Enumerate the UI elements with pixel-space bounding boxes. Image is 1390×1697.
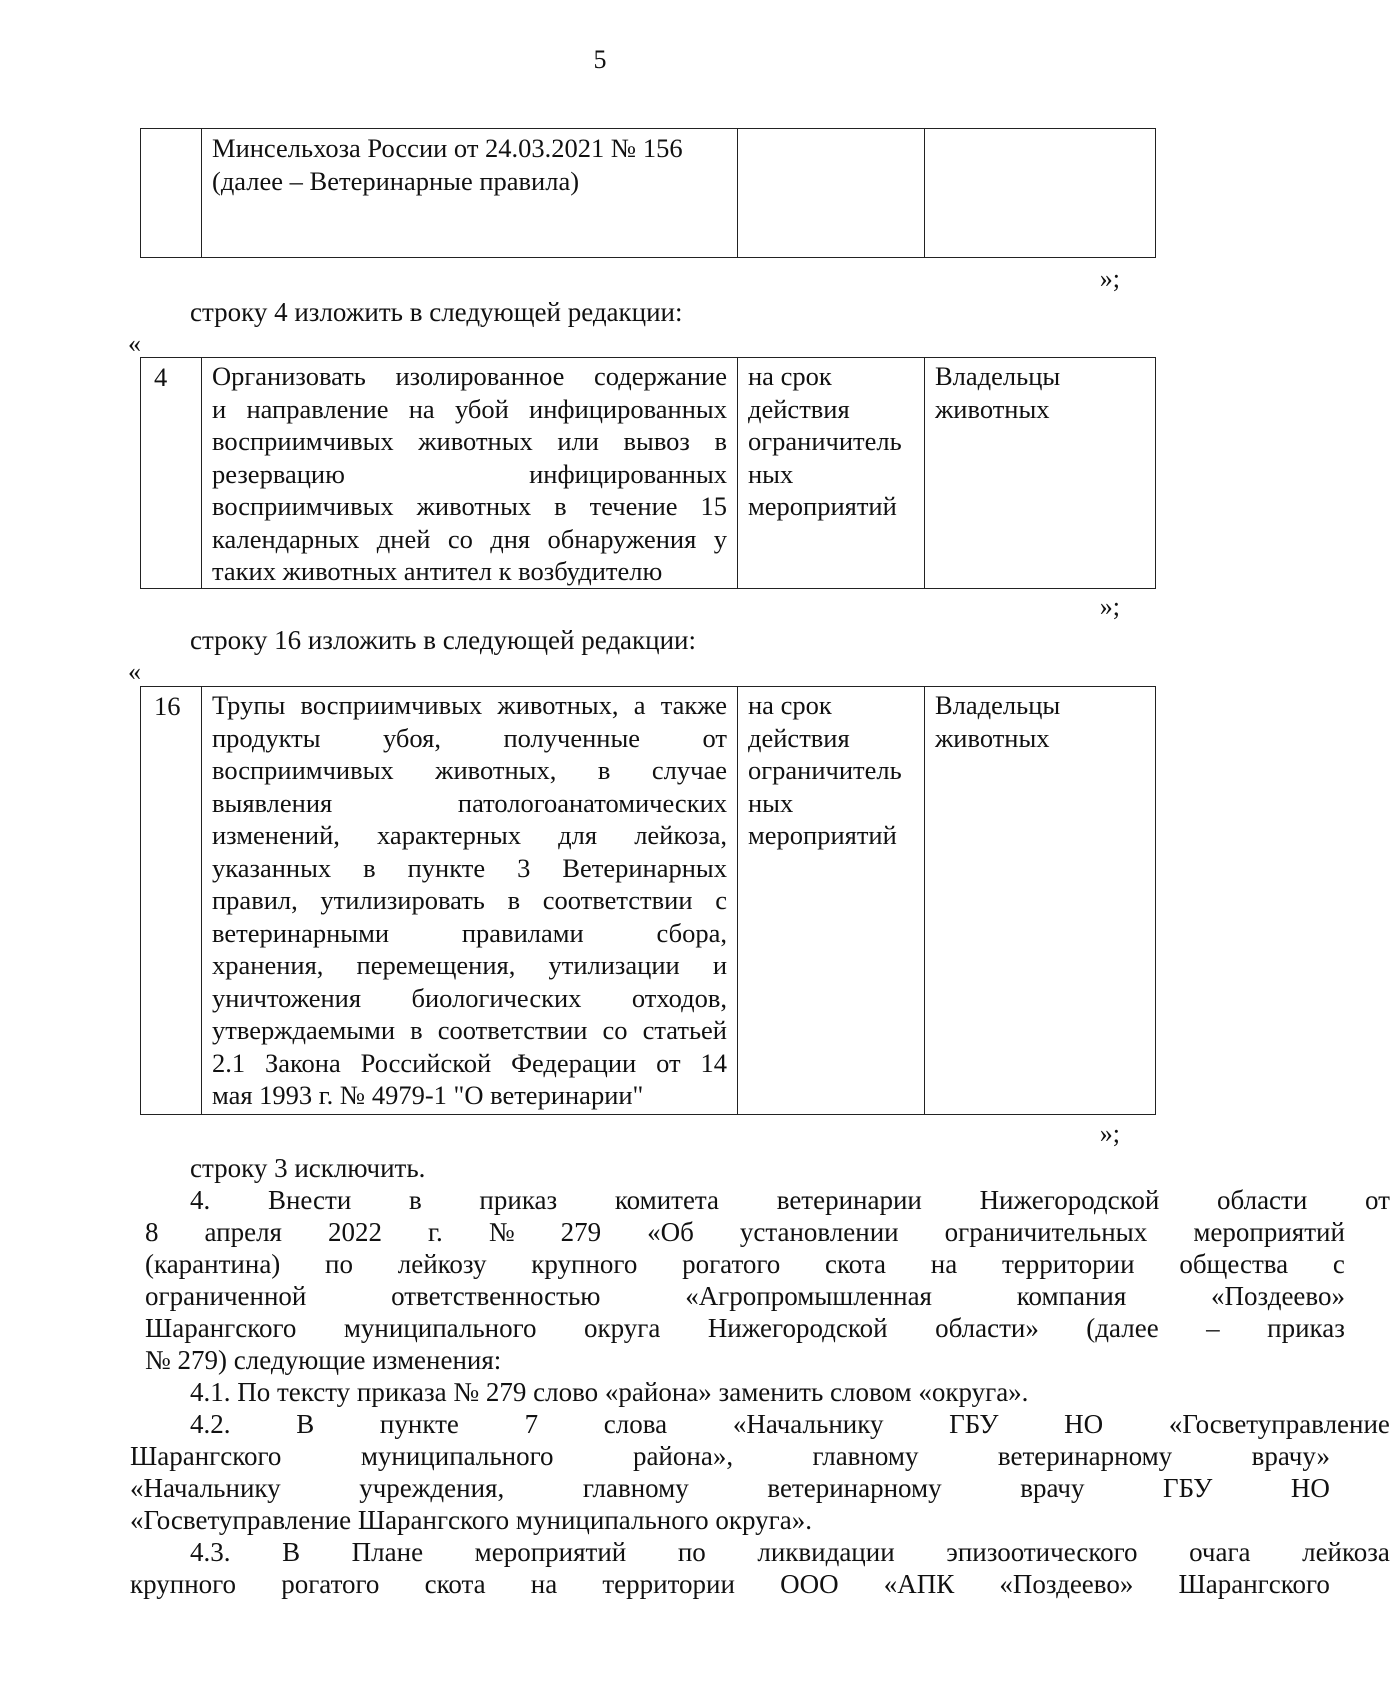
term-line: на срок [748, 361, 832, 391]
opening-quote: « [128, 329, 141, 358]
text-line: восприимчивых животных или вывоз в [212, 426, 727, 456]
responsible-line: животных [935, 722, 1050, 753]
table-row [141, 129, 1156, 258]
closing-quote: »; [1099, 1119, 1120, 1148]
table-row-4 [140, 357, 1156, 589]
responsible-line: Владельцы [935, 690, 1061, 720]
text-line: 2.1 Закона Российской Федерации от 14 [212, 1047, 727, 1078]
text-line: хранения, перемещения, утилизации и [212, 950, 727, 980]
cell-responsible [925, 687, 1156, 1115]
text-line: изменений, характерных для лейкоза, [212, 820, 727, 850]
row-3-removed: строку 3 исключить. [190, 1153, 426, 1183]
page-number: 5 [593, 45, 607, 74]
paragraph-line: 4. Внести в приказ комитета ветеринарии Нижегородской области от [190, 1185, 1390, 1215]
text-line: утверждаемыми в соответствии со статьей [212, 1015, 727, 1045]
closing-quote: »; [1099, 264, 1120, 293]
row-number: 4 [141, 358, 202, 589]
paragraph-line: «Госветуправление Шарангского муниципального округа». [130, 1505, 812, 1535]
cell-responsible [925, 129, 1156, 258]
paragraph-line: (карантина) по лейкозу крупного рогатого скота на территории общества с [145, 1249, 1345, 1279]
paragraph-line: 8 апреля 2022 г. № 279 «Об установлении ограничительных мероприятий [145, 1217, 1345, 1247]
text-line: (далее – Ветеринарные правила) [212, 165, 580, 196]
paragraph-line: ограниченной ответственностью «Агропромышленная компания «Поздеево» [145, 1281, 1345, 1311]
cell-responsible [925, 358, 1156, 589]
term-line: на срок [748, 690, 832, 720]
cell-text [202, 129, 738, 258]
term-line: действия [748, 393, 850, 424]
term-line: мероприятий [748, 820, 897, 850]
instruction-row-16: строку 16 изложить в следующей редакции: [190, 625, 697, 655]
table-row [141, 687, 1156, 1115]
term-line: ограничитель [748, 755, 902, 785]
paragraph-line: № 279) следующие изменения: [145, 1345, 502, 1375]
row-number: 16 [141, 687, 202, 1115]
text-line: восприимчивых животных, в случае [212, 755, 727, 785]
closing-quote: »; [1099, 592, 1120, 621]
text-line: резервацию инфицированных [212, 458, 727, 489]
paragraph-line: Шарангского муниципального района», главному ветеринарному врачу» [130, 1441, 1330, 1471]
term-line: ных [748, 458, 794, 489]
text-line: ветеринарными правилами сбора, [212, 917, 727, 948]
text-line: выявления патологоанатомических [212, 787, 727, 818]
paragraph-line: Шарангского муниципального округа Нижегородской области» (далее – приказ [145, 1313, 1345, 1343]
text-line: уничтожения биологических отходов, [212, 982, 727, 1013]
text-line: Минсельхоза России от 24.03.2021 № 156 [212, 133, 683, 163]
paragraph-line: «Начальнику учреждения, главному ветеринарному врачу ГБУ НО [130, 1473, 1330, 1503]
text-line: и направление на убой инфицированных [212, 393, 727, 424]
cell-term [738, 358, 925, 589]
text-line: Трупы восприимчивых животных, а также [212, 690, 727, 720]
term-line: мероприятий [748, 491, 897, 521]
paragraph-line: крупного рогатого скота на территории ООО «АПК «Поздеево» Шарангского [130, 1569, 1330, 1599]
instruction-row-4: строку 4 изложить в следующей редакции: [190, 297, 683, 327]
term-line: действия [748, 722, 850, 753]
term-line: ограничитель [748, 426, 902, 456]
responsible-line: Владельцы [935, 361, 1061, 391]
table-row-16 [140, 686, 1156, 1115]
term-line: ных [748, 787, 794, 818]
text-line: указанных в пункте 3 Ветеринарных [212, 852, 727, 883]
cell-text [202, 358, 738, 589]
text-line: календарных дней со дня обнаружения у [212, 523, 727, 554]
text-line: таких животных антител к возбудителю [212, 556, 663, 586]
text-line: правил, утилизировать в соответствии с [212, 885, 727, 915]
opening-quote: « [128, 657, 141, 686]
responsible-line: животных [935, 393, 1050, 424]
text-line: продукты убоя, полученные от [212, 722, 727, 753]
text-line: Организовать изолированное содержание [212, 361, 727, 391]
table-row [141, 358, 1156, 589]
paragraph-4-1: 4.1. По тексту приказа № 279 слово «района» заменить словом «округа». [190, 1377, 1029, 1407]
cell-term [738, 129, 925, 258]
text-line: восприимчивых животных в течение 15 [212, 491, 727, 521]
cell-text [202, 687, 738, 1115]
paragraph-line: 4.3. В Плане мероприятий по ликвидации эпизоотического очага лейкоза [190, 1537, 1390, 1567]
paragraph-line: 4.2. В пункте 7 слова «Начальнику ГБУ НО «Госветуправление [190, 1409, 1390, 1439]
cell-term [738, 687, 925, 1115]
cell-num [141, 129, 202, 258]
table-fragment-top [140, 128, 1156, 258]
text-line: мая 1993 г. № 4979-1 "О ветеринарии" [212, 1080, 644, 1110]
